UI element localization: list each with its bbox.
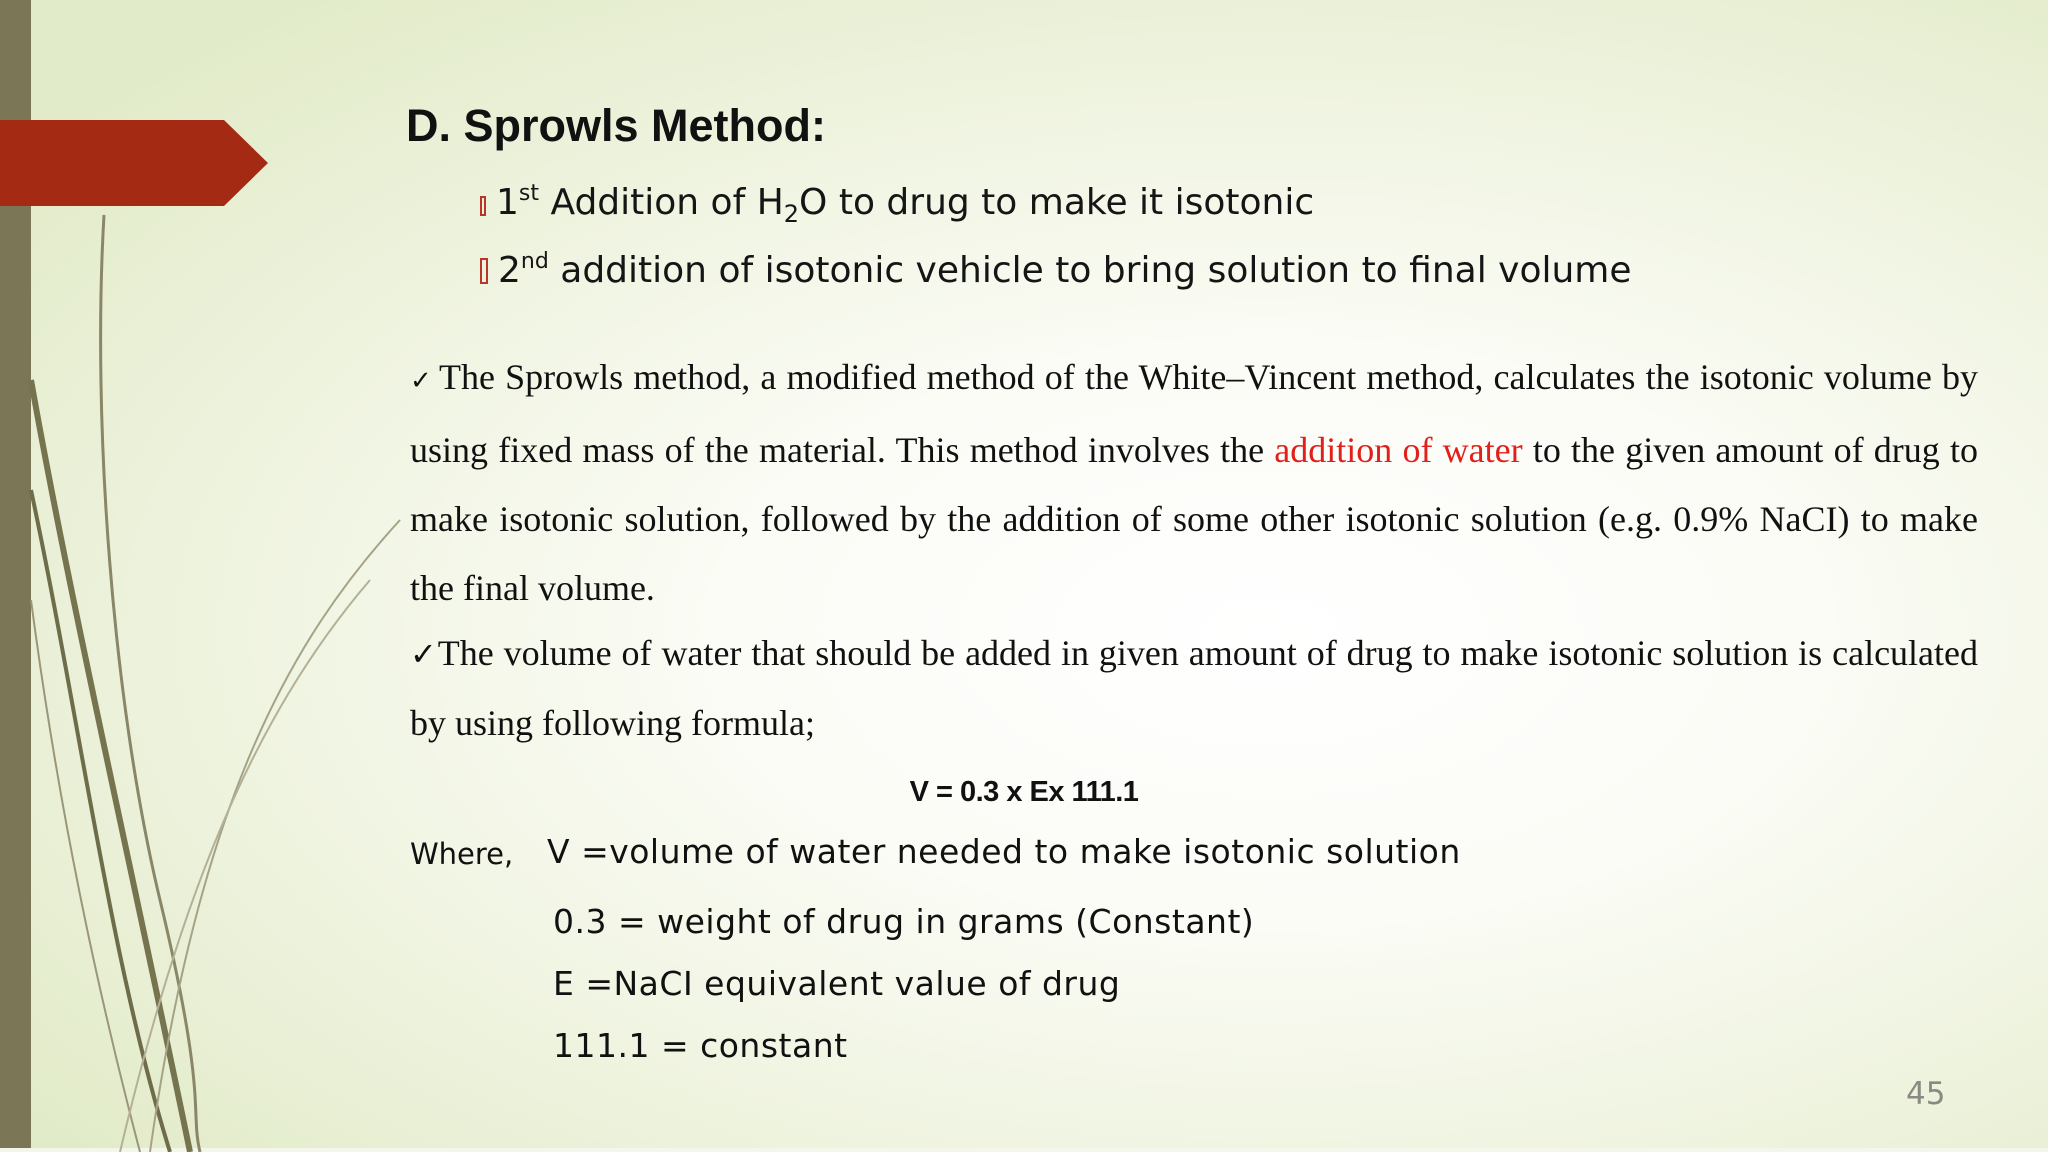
step-1-subscript: 2 — [783, 200, 800, 228]
definition-e: E =NaCI equivalent value of drug — [553, 964, 1121, 1003]
check-mark-icon: ✓ — [410, 635, 438, 673]
check-mark-icon: ✓ — [410, 366, 433, 396]
definition-weight: 0.3 = weight of drug in grams (Constant) — [553, 902, 1255, 941]
paragraph-1 — [410, 343, 1978, 623]
square-bullet-icon — [480, 258, 488, 284]
formula: V = 0.3 x Ex 111.1 — [909, 776, 1139, 808]
step-2 — [480, 250, 1632, 291]
page-number: 45 — [1906, 1076, 1946, 1112]
paragraph-1-part-2: to the given amount of drug to make isotonic solution, followed by the addition of some other isotonic solution (e.g. 0.9% NaCI) to make the final volume. — [410, 430, 1979, 608]
step-2-ordinal: 2 — [498, 250, 521, 291]
paragraph-1-part-1: The Sprowls method, a modified method of the White–Vincent method, calculates the isotonic volume by using fixed mass of the material. This method involves the — [410, 357, 1978, 470]
paragraph-1-highlight: addition of water — [1274, 430, 1523, 470]
definition-v: V =volume of water needed to make isotonic solution — [547, 832, 1461, 871]
step-1-ordinal-suffix: st — [518, 181, 539, 206]
where-label: Where, — [410, 837, 514, 871]
slide-title: D. Sprowls Method: — [406, 100, 826, 151]
step-2-ordinal-suffix: nd — [520, 249, 549, 274]
step-1-text-after: O to drug to make it isotonic — [799, 182, 1315, 223]
square-bullet-icon — [480, 196, 486, 216]
paragraph-2 — [410, 619, 1978, 758]
step-2-text: addition of isotonic vehicle to bring solution to final volume — [548, 250, 1632, 291]
paragraph-2-text: The volume of water that should be added in given amount of drug to make isotonic solution is calculated by using following formula; — [410, 633, 1979, 743]
step-1-ordinal: 1 — [496, 182, 519, 223]
step-1 — [480, 181, 1315, 228]
definition-constant: 111.1 = constant — [553, 1026, 848, 1065]
step-1-text-before: Addition of H — [539, 182, 784, 223]
decorative-grass-stems — [0, 0, 460, 1152]
